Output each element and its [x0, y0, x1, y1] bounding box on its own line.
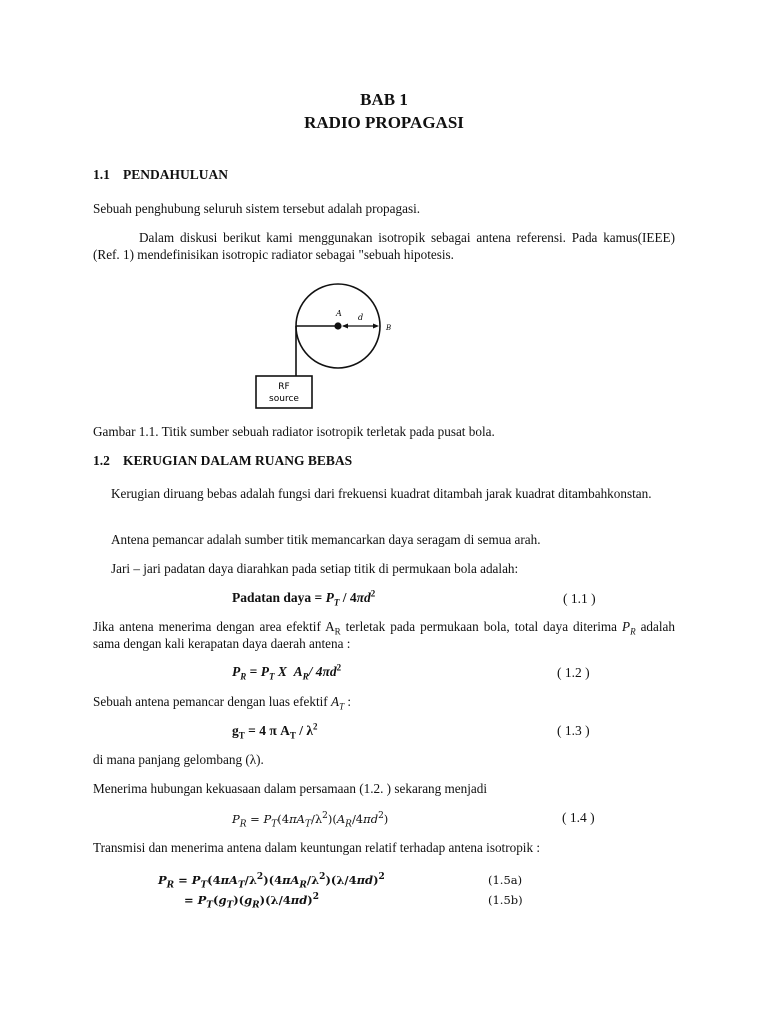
arrowhead-left — [342, 324, 348, 329]
equation-1-5b: = $P_T(g_T)(g_R)(\lambda/4\pi d)^2$ — [184, 892, 319, 911]
equation-number: ( 1.4 ) — [562, 810, 595, 825]
paragraph: Sebuah antena pemancar dengan luas efektif $A_T$ : — [93, 694, 352, 712]
equation-1-5a: $P_R = P_T(4\pi A_T/\lambda^2)(4\pi A_R/\lambda^2)(\lambda/4\pi d)^2$ — [158, 872, 385, 891]
section-number: 1.1 — [93, 167, 110, 182]
equation-number: ( 1.3 ) — [557, 723, 590, 738]
section-number: 1.2 — [93, 453, 110, 468]
rf-source-label-line2: source — [269, 394, 299, 404]
rf-source-label-line1: RF — [278, 382, 290, 392]
paragraph: Jika antena menerima dengan area efektif $A_R$ terletak pada permukaan bola, total daya diterima $P_R$ adalah sama dengan kali kerapatan daya daerah antena : — [93, 619, 675, 651]
chapter-title: RADIO PROPAGASI — [304, 113, 464, 132]
paragraph: Kerugian diruang bebas adalah fungsi dari frekuensi kuadrat ditambah jarak kuadrat ditambahkonstan. — [111, 486, 652, 501]
label-b: B — [386, 324, 392, 332]
paragraph: Dalam diskusi berikut kami menggunakan isotropik sebagai antena referensi. Pada kamus(IEEE) (Ref. 1) mendefinisikan isotropic radiator sebagai "sebuah hipotesis. — [93, 230, 675, 262]
equation-number: ( 1.1 ) — [563, 591, 596, 606]
equation-number: (1.5b) — [488, 893, 523, 907]
figure-caption: Gambar 1.1. Titik sumber sebuah radiator isotropik terletak pada pusat bola. — [93, 424, 495, 439]
paragraph: Menerima hubungan kekuasaan dalam persamaan (1.2. ) sekarang menjadi — [93, 781, 488, 796]
equation-number: (1.5a) — [488, 873, 523, 887]
paragraph: Jari – jari padatan daya diarahkan pada setiap titik di permukaan bola adalah: — [111, 561, 519, 576]
section-title: KERUGIAN DALAM RUANG BEBAS — [123, 453, 353, 468]
section-title: PENDAHULUAN — [123, 167, 229, 182]
isotropic-radiator-figure — [248, 282, 416, 410]
equation-number: ( 1.2 ) — [557, 665, 590, 680]
label-d: d — [358, 313, 364, 322]
section-heading-1-1 — [93, 166, 228, 183]
isotropic-radiator-diagram — [248, 282, 416, 410]
equation-1-4: $P_R = P_T(4\pi A_T/\lambda^2)(A_R/4\pi d^2)$ — [232, 811, 389, 830]
equation-1-1: Padatan daya = $P_T / 4\pi d^2$ — [232, 588, 376, 608]
paragraph: di mana panjang gelombang (λ). — [93, 752, 264, 767]
section-heading-1-2 — [93, 452, 352, 469]
paragraph: Transmisi dan menerima antena dalam keuntungan relatif terhadap antena isotropik : — [93, 840, 541, 855]
paragraph: Sebuah penghubung seluruh sistem tersebut adalah propagasi. — [93, 201, 421, 216]
chapter-number: BAB 1 — [360, 90, 408, 109]
label-a: A — [336, 309, 342, 318]
equation-1-2: $P_R = P_T$ X $A_R/$ $4\pi d^2$ — [232, 662, 342, 682]
equation-1-3: $g_T = 4$ π $A_T / \lambda^2$ — [232, 721, 318, 741]
arrowhead-right — [373, 324, 379, 329]
paragraph: Antena pemancar adalah sumber titik memancarkan daya seragam di semua arah. — [111, 532, 541, 547]
